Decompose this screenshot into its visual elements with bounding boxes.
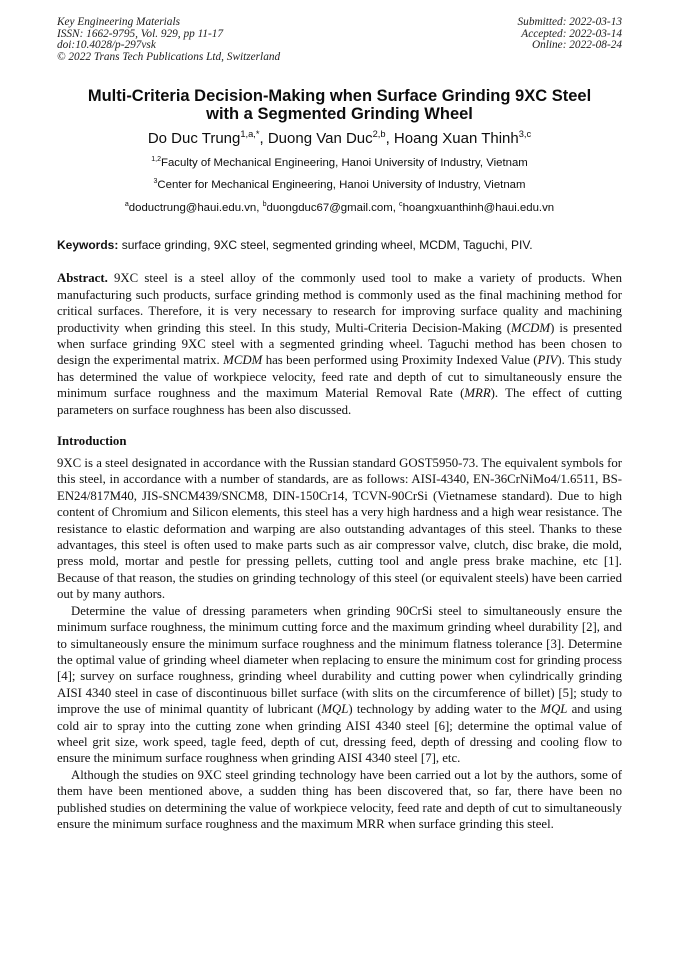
author: Duong Van Duc$^{2,b}$, [267,129,394,148]
abstract-paragraph [57,270,622,418]
paper-title-line1: Multi-Criteria Decision-Making when Surface Grinding 9XC Steel [87,87,592,106]
affiliation-superscript: 1,2 [151,156,161,164]
online-date: Online: 2022-08-24 [531,39,622,52]
keywords-line [57,238,622,252]
email-superscript: b [262,201,267,209]
affiliation: $^{1,2}$Faculty of Mechanical Engineering, Hanoi University of Industry, Vietnam [151,156,528,170]
page-content [57,17,622,832]
accepted-date: Accepted: 2022-03-14 [521,27,622,40]
author: Do Duc Trung$^{1,a,*}$, [147,129,268,148]
email: $^c$hoangxuanthinh@haui.edu.vn [399,201,555,215]
intro-paragraph-2: Determine the value of dressing parameters when grinding 90CrSi steel to simultaneously ensure the minimum surface roughness, the minimum cutting force and the maximum grinding wheel durability [2], and to simultaneously ensure the minimum surface roughness and the minimum flatness tolerance [3]. Determine the optimal value of grinding wheel diameter when replacing to ensure the minimum cost for grinding process [4]; survey on surface roughness, grinding wheel durability and cutting power when cylindrically grinding AISI 4340 steel in case of discontinuous billet surface (with slits on the circumference of billet) [5]; study to improve the use of minimal quantity of lubricant (MQL) technology by adding water to the MQL and using cold air to spray into the cutting zone when grinding AISI 4340 steel [6]; determine the optimal value of wheel grit size, work speed, tagle feed, depth of cut, dressing feed, depth of dressing and cooling flow to ensure the minimum surface roughness when grinding AISI 4340 steel [7], etc. [57,603,622,766]
journal-header [57,17,622,63]
journal-doi: doi:10.4028/p-297vsk [57,39,156,52]
section-heading-introduction: Introduction [57,434,127,449]
author-superscript: 1,a,* [240,129,260,140]
affiliation: $^3$Center for Mechanical Engineering, Hanoi University of Industry, Vietnam [153,178,526,192]
author-superscript: 3,c [518,129,532,140]
paper-title [57,88,622,123]
email: $^a$doductrung@haui.edu.vn, [124,201,263,215]
intro-paragraph-1: 9XC is a steel designated in accordance with the Russian standard GOST5950-73. The equivalent symbols for this steel, in accordance with a number of standards, are as follows: AISI-4340, EN-36CrNiMo4/1.6511, BS-EN24/817M40, JIS-SNCM439/SNCM8, DIN-150Cr14, TCVN-90CrSi (Vietnamese standard). Due to high content of Chromium and Silicon elements, this steel has a very high hardness and a high wear resistance. The resistance to elastic deformation and warping are also outstanding advantages of this steel. Thanks to these advantages, this steel is often used to make parts such as air compressor valve, clutch, disc brake, die mold, press mold, mortar and pestle for pressing pellets, cutting tool and angle press brake machine, etc [1]. Because of that reason, the studies on grinding technology of this steel (or equivalent steels) have been carried out by many authors. [57,456,623,602]
abstract-text: 9XC steel is a steel alloy of the commonly used tool to make a variety of products. When manufacturing such products, surface grinding method is commonly used as the final machining method for critical surfaces. Therefore, it is very necessary to research for improving surface quality and machining productivity when grinding this steel. In this study, Multi-Criteria Decision-Making (MCDM) is presented when surface grinding 9XC steel with a segmented grinding wheel. Taguchi method has been chosen to design the experimental matrix. MCDM has been performed using Proximity Indexed Value (PIV). This study has determined the value of workpiece velocity, feed rate and depth of cut to simultaneously ensure the minimum surface roughness and the maximum Material Removal Rate (MRR). The effect of cutting parameters on surface roughness has been also discussed. [57,271,622,417]
email: $^b$duongduc67@gmail.com, [262,201,400,215]
journal-name: Key Engineering Materials [57,16,180,28]
email-line [57,202,622,215]
intro-paragraph-3: Although the studies on 9XC steel grinding technology have been carried out a lot by the authors, some of them have been mentioned above, a sudden thing has been discovered that, so far, there have been no published studies on determining the value of workpiece velocity, feed rate and depth of cut to simultaneously ensure the minimum surface roughness and the maximum MRR when surface grinding this steel. [57,767,622,831]
paper-title-line2: with a Segmented Grinding Wheel [206,104,473,123]
submitted-date: Submitted: 2022-03-13 [517,16,622,28]
submission-dates [518,17,622,63]
journal-info [57,17,280,63]
affiliation-superscript: 3 [153,178,158,186]
author: Hoang Xuan Thinh$^{3,c}$ [393,129,532,148]
journal-copyright: © 2022 Trans Tech Publications Ltd, Switzerland [57,50,281,63]
author-superscript: 2,b [372,129,386,140]
keywords-text: surface grinding, 9XC steel, segmented grinding wheel, MCDM, Taguchi, PIV. [118,238,533,253]
email-superscript: c [399,201,403,209]
author-line [57,129,622,148]
journal-issn-volume: ISSN: 1662-9795, Vol. 929, pp 11-17 [57,27,224,40]
abstract-label: Abstract. [57,271,108,286]
keywords-label: Keywords: [57,238,119,253]
email-superscript: a [124,201,129,209]
